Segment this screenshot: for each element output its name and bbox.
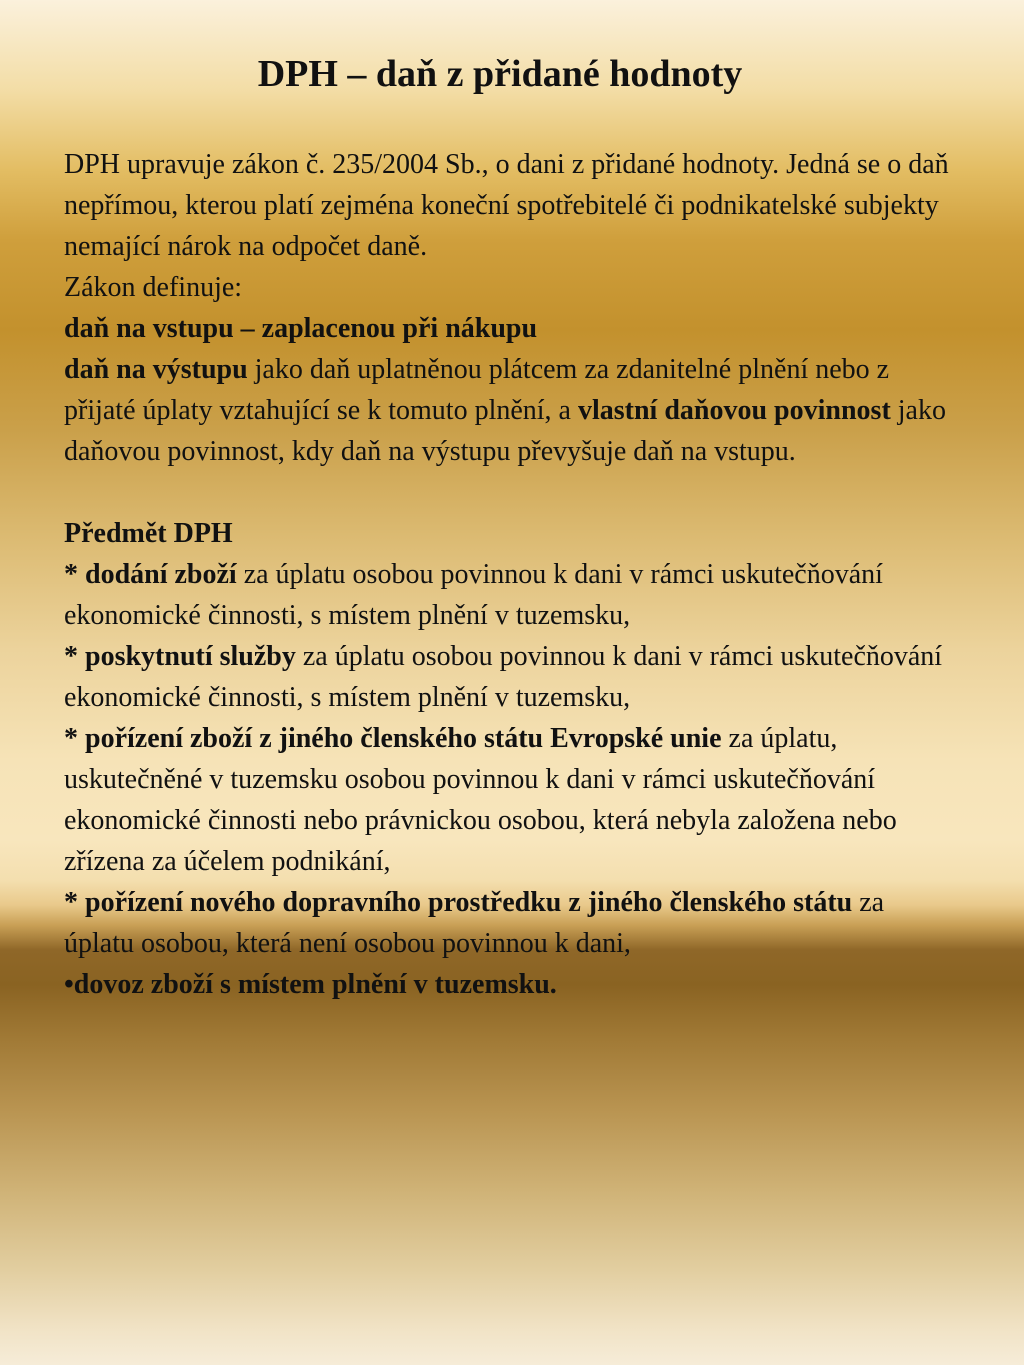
subject-item-text: za úplatu osobou povinnou k dani v rámci uskutečňování ekonomické činnosti, s místem plnění v tuzemsku,: [64, 559, 883, 631]
subject-item-text: za úplatu, uskutečněné v tuzemsku osobou povinnou k dani v rámci uskutečňování ekonomické činnosti nebo právnickou osobou, která nebyla založena nebo zřízena za účelem podnikání,: [64, 723, 897, 877]
slide-content: [64, 144, 959, 1005]
intro-paragraph: DPH upravuje zákon č. 235/2004 Sb., o dani z přidané hodnoty. Jedná se o daň nepřímou, kterou platí zejména koneční spotřebitelé či podnikatelské subjekty nemající nárok na odpočet daně.: [64, 149, 949, 262]
subject-item-term: * pořízení nového dopravního prostředku z jiného členského státu: [64, 887, 853, 918]
subject-item-term: * dodání zboží: [64, 559, 237, 590]
subject-item: [64, 964, 959, 1005]
output-tax-term: daň na výstupu: [64, 354, 248, 385]
own-liability-term: vlastní daňovou povinnost: [577, 395, 891, 426]
subject-item: [64, 636, 959, 718]
subject-heading-text: Předmět DPH: [64, 518, 233, 549]
subject-item: [64, 882, 959, 964]
spacer: [64, 472, 959, 513]
subject-item-term: * pořízení zboží z jiného členského státu Evropské unie: [64, 723, 722, 754]
slide-title: DPH – daň z přidané hodnoty: [257, 53, 743, 95]
subject-item: [64, 554, 959, 636]
subject-item-text: za úplatu osobou, která není osobou povinnou k dani,: [64, 887, 885, 959]
own-liability-text: jako daňovou povinnost, kdy daň na výstupu převyšuje daň na vstupu.: [64, 395, 946, 467]
output-tax-definition: [64, 349, 959, 472]
subject-heading: [64, 513, 959, 554]
law-defines-label: Zákon definuje:: [64, 272, 243, 303]
subject-item-term: * poskytnutí služby: [64, 641, 296, 672]
subject-item-term: •dovoz zboží s místem plnění v tuzemsku.: [64, 969, 557, 1000]
input-tax-definition: [64, 308, 959, 349]
output-tax-text: jako daň uplatněnou plátcem za zdanitelné plnění nebo z přijaté úplaty vztahující se k tomuto plnění, a: [64, 354, 890, 426]
subject-item: [64, 718, 959, 882]
subject-item-text: za úplatu osobou povinnou k dani v rámci uskutečňování ekonomické činnosti, s místem plnění v tuzemsku,: [64, 641, 943, 713]
input-tax-term: daň na vstupu – zaplacenou při nákupu: [64, 313, 538, 344]
